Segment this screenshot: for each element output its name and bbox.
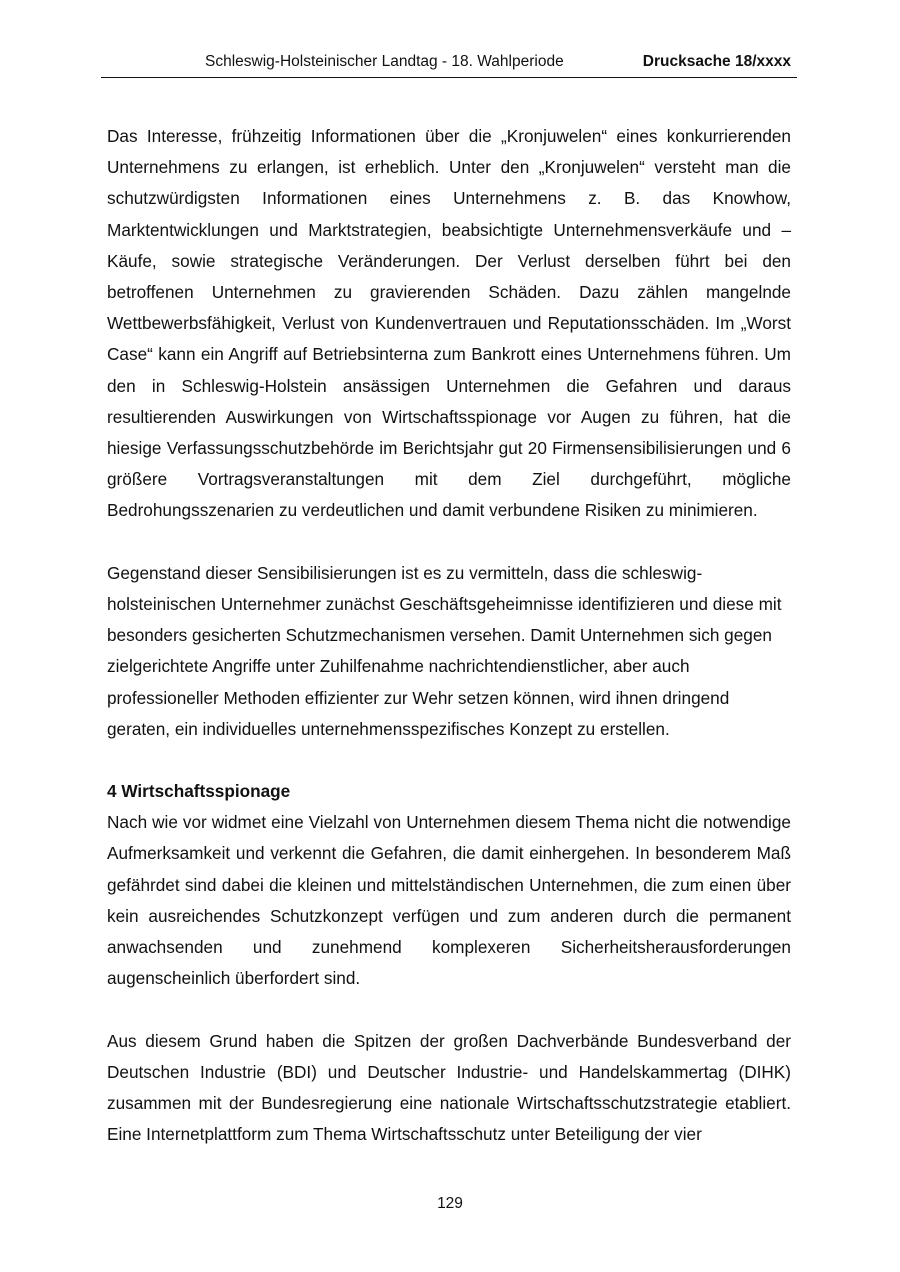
paragraph-spacer — [107, 994, 791, 1025]
paragraph-spacer — [107, 527, 791, 558]
page-number: 129 — [437, 1195, 463, 1212]
paragraph-4: Aus diesem Grund haben die Spitzen der großen Dachverbände Bundesverband der Deutschen Industrie (BDI) und Deutscher Industrie- und Handelskammertag (DIHK) zusammen mit der Bundesregierung eine nationale Wirtschaftsschutzstrategie etabliert. Eine Internetplattform zum Thema Wirtschaftsschutz unter Beteiligung der vier — [107, 1030, 791, 1145]
header-document-number: Drucksache 18/xxxx — [642, 53, 791, 70]
paragraph-2: Gegenstand dieser Sensibilisierungen ist es zu vermitteln, dass die schleswig-holsteinischen Unternehmer zunächst Geschäftsgeheimnisse identifizieren und diese mit besonders gesicherten Schutzmechanismen versehen. Damit Unternehmen sich gegen zielgerichtete Angriffe unter Zuhilfenahme nachrichtendienstlicher, aber auch professioneller Methoden effizienter zur Wehr setzen können, wird ihnen dringend geraten, ein individuelles unternehmensspezifisches Konzept zu erstellen. — [107, 562, 782, 739]
page-header — [101, 50, 797, 78]
header-title: Schleswig-Holsteinischer Landtag - 18. Wahlperiode — [205, 53, 564, 70]
section-heading: 4 Wirtschaftsspionage — [107, 781, 291, 802]
document-body — [107, 121, 791, 1150]
paragraph-spacer — [107, 745, 791, 776]
paragraph-1: Das Interesse, frühzeitig Informationen über die „Kronjuwelen“ eines konkurrierenden Unternehmens zu erlangen, ist erheblich. Unter den „Kronjuwelen“ versteht man die schutzwürdigsten Informationen eines Unternehmens z. B. das Knowhow, Marktentwicklungen und Marktstrategien, beabsichtigte Unternehmensverkäufe und –Käufe, sowie strategische Veränderungen. Der Verlust derselben führt bei den betroffenen Unternehmen zu gravierenden Schäden. Dazu zählen mangelnde Wettbewerbsfähigkeit, Verlust von Kundenvertrauen und Reputationsschäden. Im „Worst Case“ kann ein Angriff auf Betriebsinterna zum Bankrott eines Unternehmens führen. Um den in Schleswig-Holstein ansässigen Unternehmen die Gefahren und daraus resultierenden Auswirkungen von Wirtschaftsspionage vor Augen zu führen, hat die hiesige Verfassungsschutzbehörde im Berichtsjahr gut 20 Firmensensibilisierungen und 6 größere Vortragsveranstaltungen mit dem Ziel durchgeführt, mögliche Bedrohungsszenarien zu verdeutlichen und damit verbundene Risiken zu minimieren. — [107, 126, 791, 521]
paragraph-3: Nach wie vor widmet eine Vielzahl von Unternehmen diesem Thema nicht die notwendige Aufmerksamkeit und verkennt die Gefahren, die damit einhergehen. In besonderem Maß gefährdet sind dabei die kleinen und mittelständischen Unternehmen, die zum einen über kein ausreichendes Schutzkonzept verfügen und zum anderen durch die permanent anwachsenden und zunehmend komplexeren Sicherheitsherausforderungen augenscheinlich überfordert sind. — [107, 812, 791, 989]
